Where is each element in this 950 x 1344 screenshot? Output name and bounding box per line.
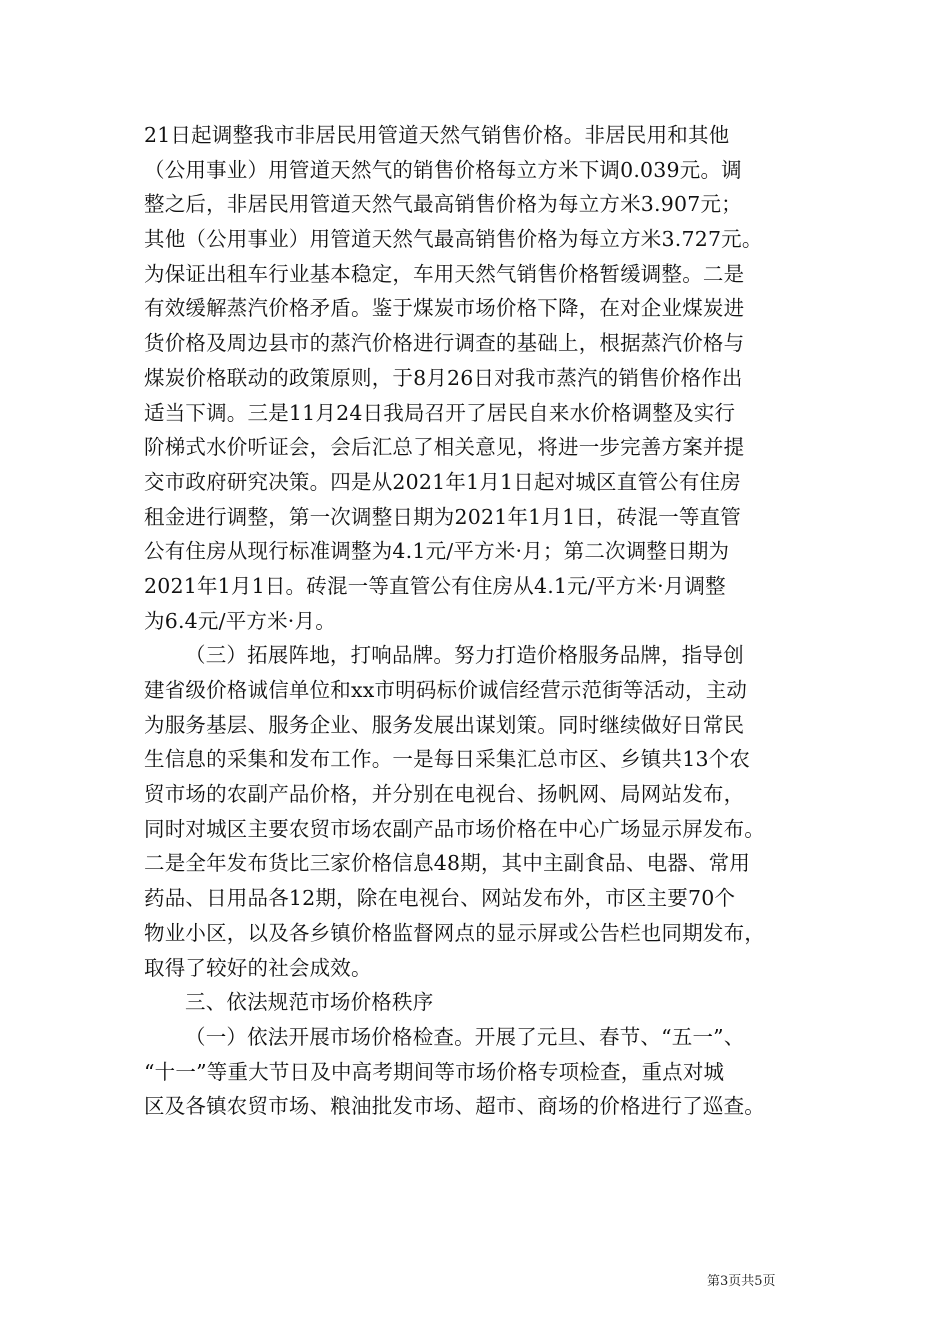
text-line: 租金进行调整，第一次调整日期为2021年1月1日，砖混一等直管 [144,504,741,529]
text-line: 适当下调。三是11月24日我局召开了居民自来水价格调整及实行 [144,400,736,425]
text-line: 阶梯式水价听证会，会后汇总了相关意见，将进一步完善方案并提 [144,435,745,460]
section-heading-market-order [144,985,808,1020]
text-line: 其他（公用事业）用管道天然气最高销售价格为每立方米3.727元。 [144,227,763,252]
text-line: 二是全年发布货比三家价格信息48期，其中主副食品、电器、常用 [144,851,751,876]
text-line: 同时对城区主要农贸市场农副产品市场价格在中心广场显示屏发布。 [144,816,765,841]
text-line: 建省级价格诚信单位和xx市明码标价诚信经营示范街等活动，主动 [144,678,748,702]
text-line: 生信息的采集和发布工作。一是每日采集汇总市区、乡镇共13个农 [144,747,751,772]
paragraph-brand-building [144,638,808,985]
paragraph-price-inspection [144,1020,808,1124]
text-line: （公用事业）用管道天然气的销售价格每立方米下调0.039元。调 [144,157,742,182]
text-line: 药品、日用品各12期，除在电视台、网站发布外，市区主要70个 [144,886,736,911]
text-line: 整之后，非居民用管道天然气最高销售价格为每立方米3.907元； [144,192,742,217]
text-line: 交市政府研究决策。四是从2021年1月1日起对城区直管公有住房 [144,469,741,494]
text-line: （一）依法开展市场价格检查。开展了元旦、春节、“五一”、 [185,1024,745,1049]
text-line: 货价格及周边县市的蒸汽价格进行调查的基础上，根据蒸汽价格与 [144,331,745,356]
text-line: 区及各镇农贸市场、粮油批发市场、超市、商场的价格进行了巡查。 [144,1094,765,1119]
document-body [144,118,808,1124]
text-line: 为服务基层、服务企业、服务发展出谋划策。同时继续做好日常民 [144,712,745,737]
text-line: 公有住房从现行标准调整为4.1元/平方米·月；第二次调整日期为 [144,539,730,564]
text-line: “十一”等重大节日及中高考期间等市场价格专项检查，重点对城 [144,1059,725,1084]
text-line: 2021年1月1日。砖混一等直管公有住房从4.1元/平方米·月调整 [144,573,726,598]
text-line: 21日起调整我市非居民用管道天然气销售价格。非居民用和其他 [144,123,730,147]
text-line: 煤炭价格联动的政策原则，于8月26日对我市蒸汽的销售价格作出 [144,365,743,390]
text-line: 有效缓解蒸汽价格矛盾。鉴于煤炭市场价格下降，在对企业煤炭进 [144,296,745,321]
page-number-footer: 第3页共5页 [707,1274,776,1289]
text-line: 贸市场的农副产品价格，并分别在电视台、扬帆网、局网站发布， [144,782,745,807]
section-heading: 三、依法规范市场价格秩序 [185,990,434,1015]
text-line: 取得了较好的社会成效。 [144,955,372,980]
text-line: 为保证出租车行业基本稳定，车用天然气销售价格暂缓调整。二是 [144,261,745,286]
text-line: 为6.4元/平方米·月。 [144,608,336,633]
text-line: （三）拓展阵地，打响品牌。努力打造价格服务品牌，指导创 [185,643,744,668]
paragraph-gas-steam-water-rent [144,118,808,638]
text-line: 物业小区，以及各乡镇价格监督网点的显示屏或公告栏也同期发布， [144,920,765,945]
